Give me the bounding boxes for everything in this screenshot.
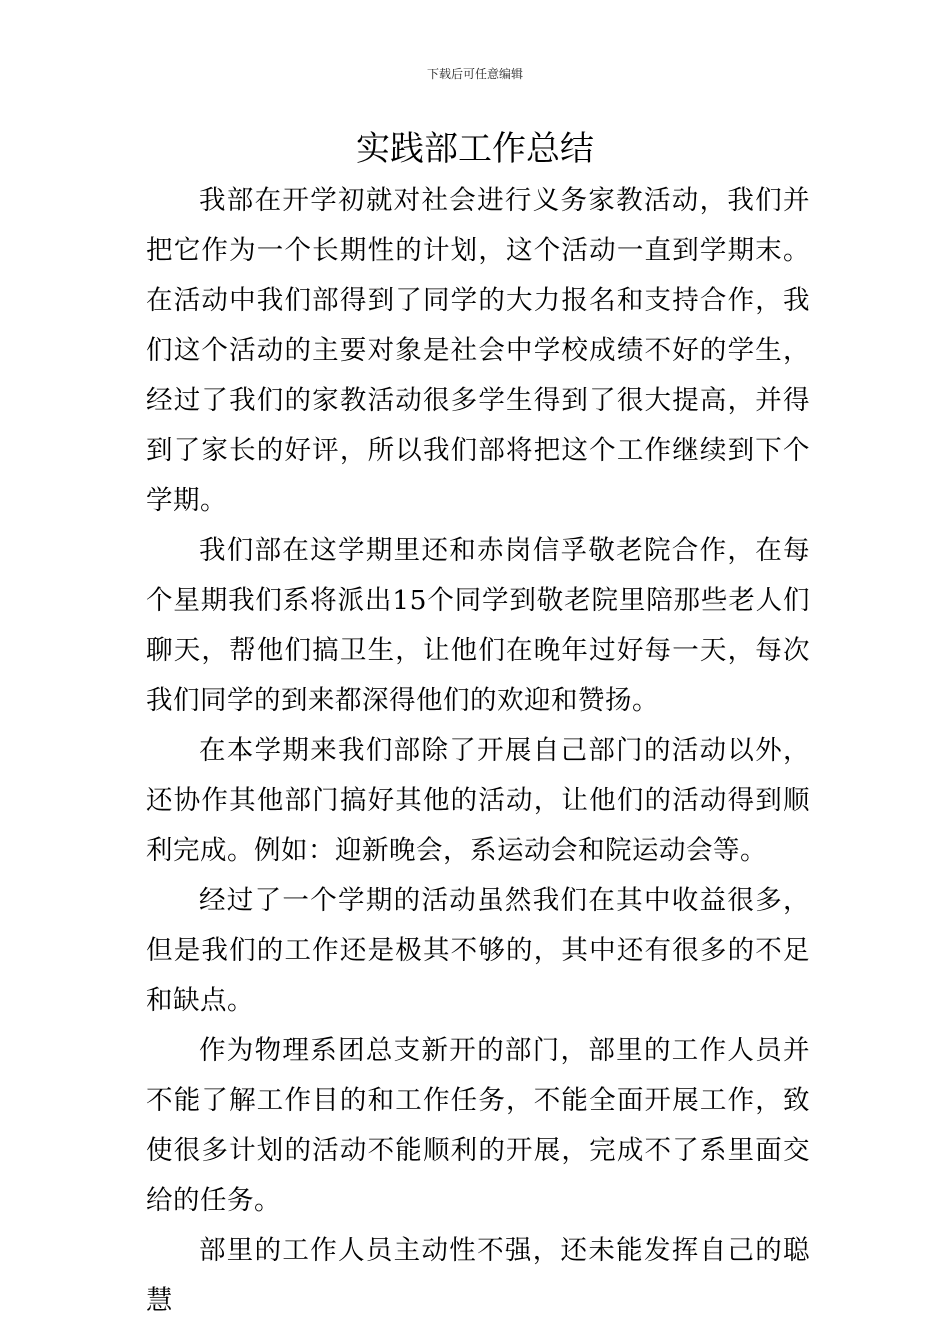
document-title: 实践部工作总结 — [356, 129, 594, 169]
paragraph-6: 部里的工作人员主动性不强，还未能发挥自己的聪慧 — [146, 1235, 810, 1316]
paragraph-4: 经过了一个学期的活动虽然我们在其中收益很多，但是我们的工作还是极其不够的，其中还有很多的不足和缺点。 — [146, 885, 810, 1016]
paragraph-5: 作为物理系团总支新开的部门，部里的工作人员并不能了解工作目的和工作任务，不能全面开展工作，致使很多计划的活动不能顺利的开展，完成不了系里面交给的任务。 — [146, 1035, 810, 1216]
paragraph-1: 我部在开学初就对社会进行义务家教活动，我们并把它作为一个长期性的计划，这个活动一直到学期末。在活动中我们部得到了同学的大力报名和支持合作，我们这个活动的主要对象是社会中学校成绩不好的学生，经过了我们的家教活动很多学生得到了很大提高，并得到了家长的好评，所以我们部将把这个工作继续到下个学期。 — [146, 185, 810, 516]
paragraph-2: 我们部在这学期里还和赤岗信孚敬老院合作，在每个星期我们系将派出15个同学到敬老院里陪那些老人们聊天，帮他们搞卫生，让他们在晚年过好每一天，每次我们同学的到来都深得他们的欢迎和赞扬。 — [146, 535, 810, 716]
header-note: 下载后可任意编辑 — [426, 67, 523, 81]
paragraph-3: 在本学期来我们部除了开展自己部门的活动以外，还协作其他部门搞好其他的活动，让他们的活动得到顺利完成。例如：迎新晚会，系运动会和院运动会等。 — [146, 735, 810, 866]
document-body — [146, 176, 810, 1326]
